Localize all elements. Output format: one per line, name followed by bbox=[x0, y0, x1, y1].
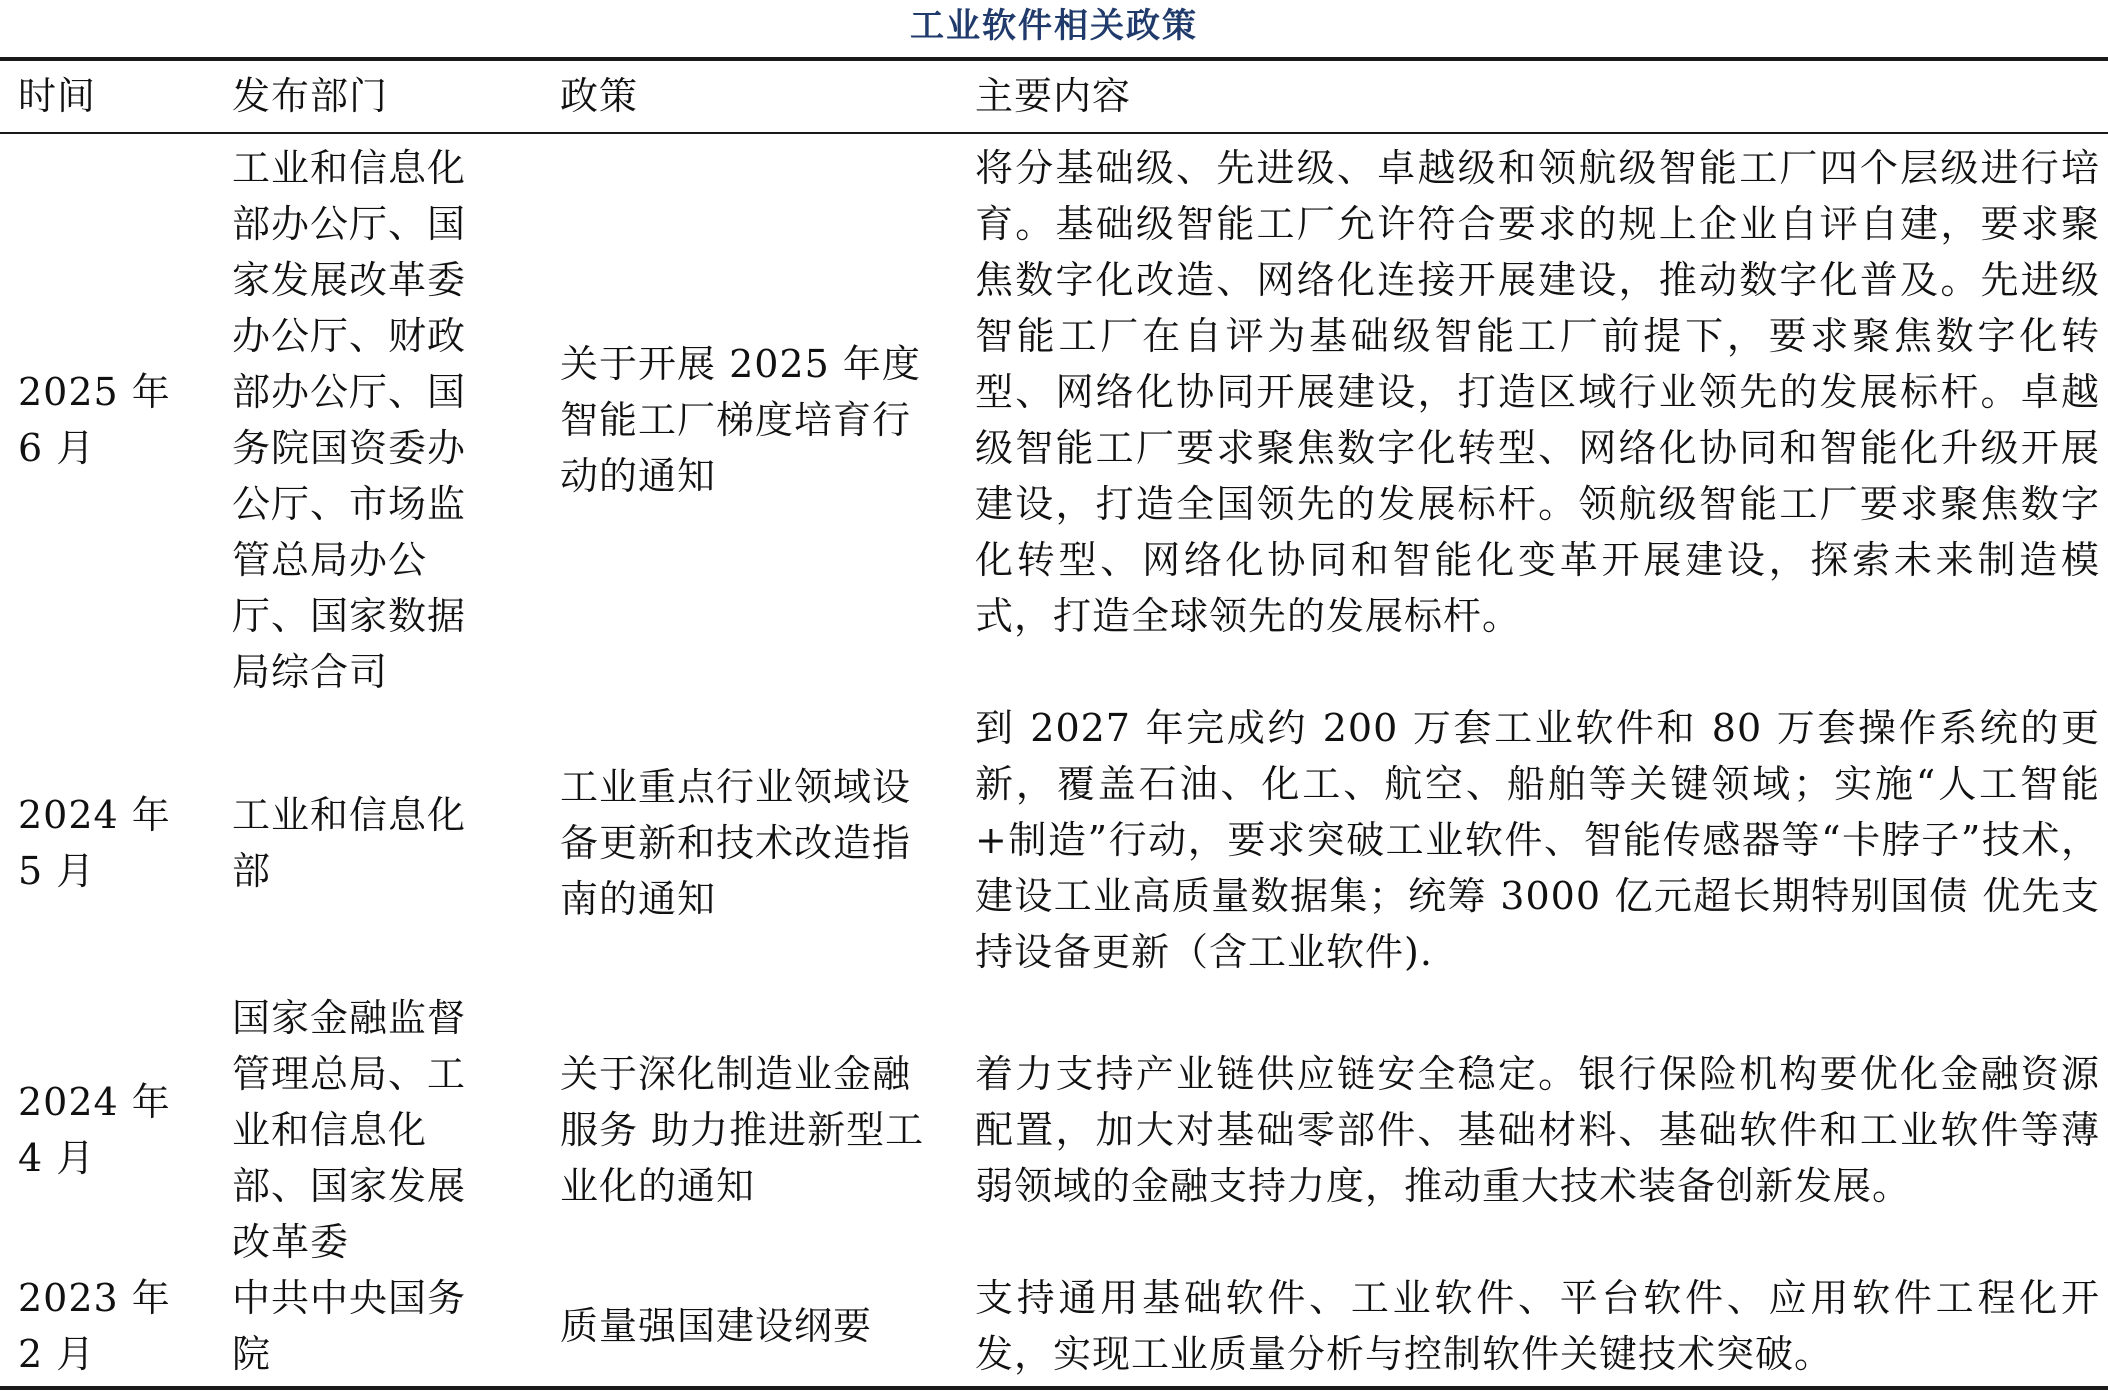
table-row bbox=[0, 700, 2108, 985]
table-row bbox=[0, 990, 2108, 1270]
header-time: 时间 bbox=[18, 74, 97, 118]
row-content: 支持通用基础软件、工业软件、平台软件、应用软件工程化开发，实现工业质量分析与控制软件关键技术突破。 bbox=[975, 1276, 2100, 1376]
row-time: 2024 年 5 月 bbox=[18, 792, 171, 893]
row-content: 着力支持产业链供应链安全稳定。银行保险机构要优化金融资源配置，加大对基础零部件、基础材料、基础软件和工业软件等薄弱领域的金融支持力度，推动重大技术装备创新发展。 bbox=[975, 1052, 2100, 1208]
header-policy: 政策 bbox=[560, 74, 639, 118]
top-rule bbox=[0, 57, 2108, 61]
row-content: 到 2027 年完成约 200 万套工业软件和 80 万套操作系统的更新，覆盖石油、化工、航空、船舶等关键领域；实施“人工智能+制造”行动，要求突破工业软件、智能传感器等“卡脖子”技术，建设工业高质量数据集；统筹 3000 亿元超长期特别国债 优先支持设备更新（含工业软件). bbox=[975, 706, 2100, 974]
row-dept: 工业和信息化部办公厅、国家发展改革委办公厅、财政部办公厅、国务院国资委办公厅、市场监管总局办公厅、国家数据局综合司 bbox=[232, 146, 467, 694]
table-row bbox=[0, 1270, 2108, 1382]
row-time: 2023 年 2 月 bbox=[18, 1276, 171, 1376]
table-title: 工业软件相关政策 bbox=[910, 6, 1198, 46]
row-policy: 工业重点行业领域设备更新和技术改造指南的通知 bbox=[560, 764, 912, 921]
row-policy: 质量强国建设纲要 bbox=[560, 1304, 873, 1348]
row-policy: 关于开展 2025 年度智能工厂梯度培育行动的通知 bbox=[560, 342, 921, 498]
row-policy: 关于深化制造业金融服务 助力推进新型工业化的通知 bbox=[560, 1052, 925, 1208]
row-dept: 中共中央国务院 bbox=[232, 1276, 467, 1376]
header-dept: 发布部门 bbox=[232, 74, 389, 118]
row-time: 2024 年 4 月 bbox=[18, 1080, 171, 1180]
bottom-rule bbox=[0, 1386, 2108, 1390]
row-time: 2025 年 6 月 bbox=[18, 370, 171, 470]
header-rule bbox=[0, 132, 2108, 134]
header-content: 主要内容 bbox=[975, 74, 1132, 118]
row-dept: 国家金融监督管理总局、工业和信息化部、国家发展改革委 bbox=[232, 996, 467, 1264]
table-row bbox=[0, 140, 2108, 700]
row-content: 将分基础级、先进级、卓越级和领航级智能工厂四个层级进行培育。基础级智能工厂允许符合要求的规上企业自评自建，要求聚焦数字化改造、网络化连接开展建设，推动数字化普及。先进级智能工厂在自评为基础级智能工厂前提下，要求聚焦数字化转型、网络化协同开展建设，打造区域行业领先的发展标杆。卓越级智能工厂要求聚焦数字化转型、网络化协同和智能化升级开展建设，打造全国领先的发展标杆。领航级智能工厂要求聚焦数字化转型、网络化协同和智能化变革开展建设，探索未来制造模式，打造全球领先的发展标杆。 bbox=[975, 146, 2100, 638]
row-dept: 工业和信息化部 bbox=[232, 792, 467, 893]
